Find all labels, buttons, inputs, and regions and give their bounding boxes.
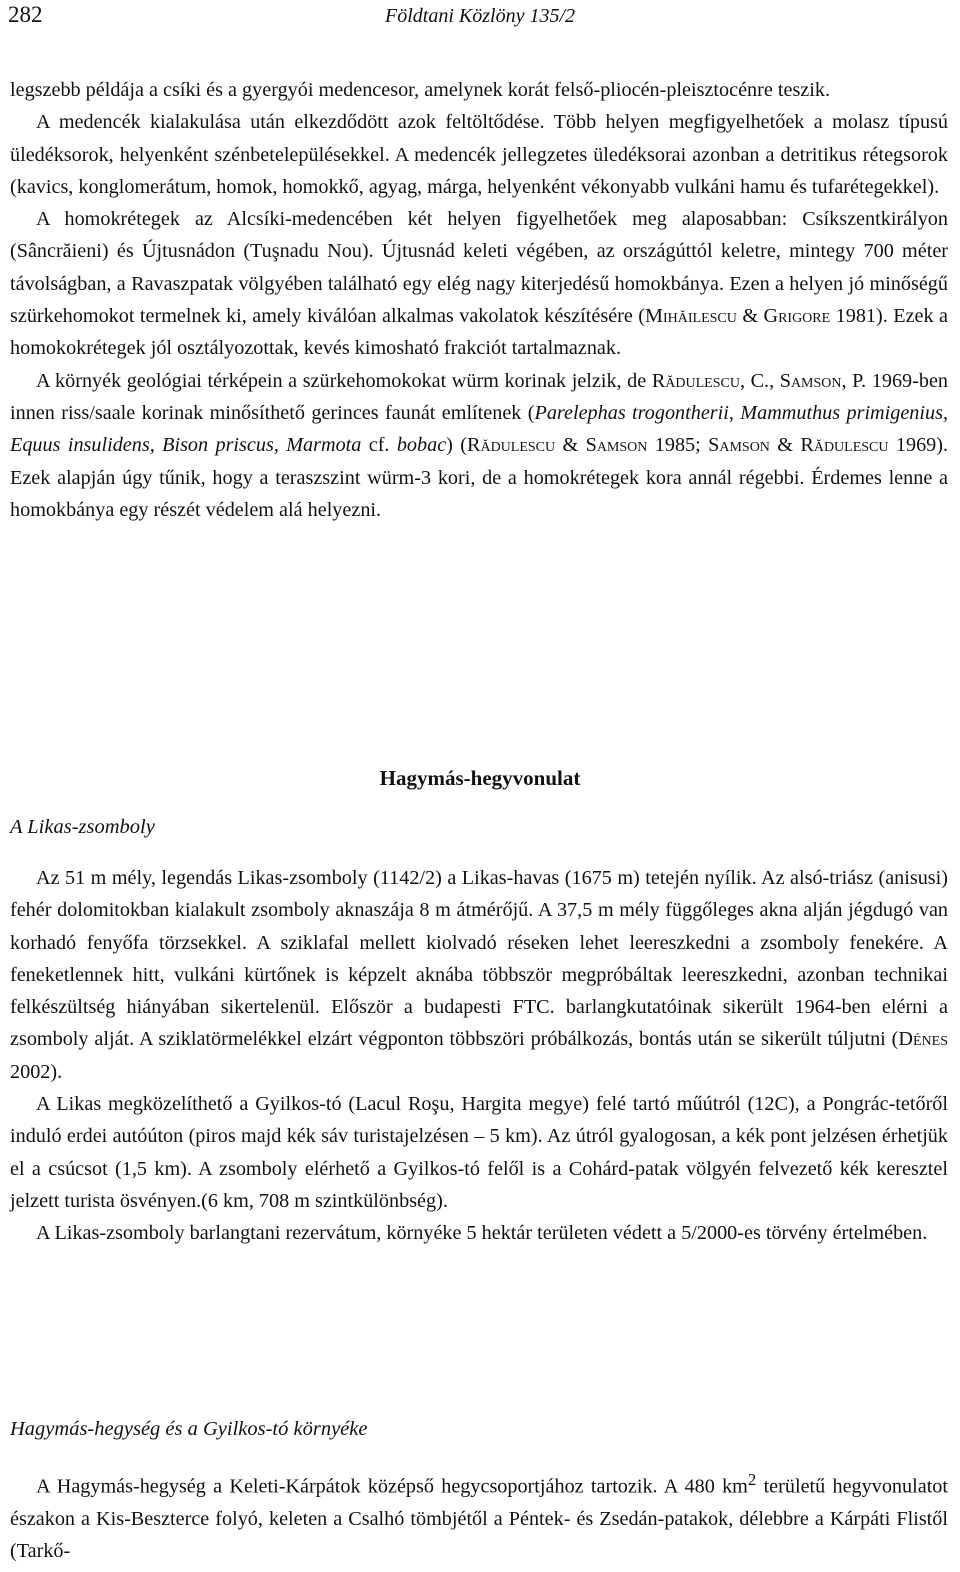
author-citation: Samson	[585, 434, 648, 457]
author-citation: Samson	[708, 434, 770, 457]
text-run: A környék geológiai térképein a szürkehomokokat würm korinak jelzik, de	[36, 369, 652, 392]
author-citation: Rădulescu	[467, 434, 556, 457]
text-run: A Hagymás-hegység a Keleti-Kárpátok középső hegycsoportjához tartozik. A 480 km	[36, 1475, 748, 1498]
paragraph	[10, 862, 948, 1088]
text-run: &	[555, 434, 586, 457]
author-citation: Rădulescu	[651, 369, 740, 392]
text-run: cf.	[361, 434, 397, 457]
journal-title: Földtani Közlöny 135/2	[385, 5, 575, 27]
subheading-hagymas: Hagymás-hegység és a Gyilkos-tó környéke	[10, 1418, 368, 1440]
text-run: 1981). Ezek a homokokrétegek jól osztályozottak, kevés kimosható frakciót tartalmaznak.	[10, 305, 948, 360]
text-run: &	[769, 434, 801, 457]
page-header	[8, 2, 952, 32]
text-run: 1969). Ezek alapján úgy tűnik, hogy a teraszszint würm-3 kori, de a homokrétegek kora annál régebbi. Érdemes lenne a homokbánya egy részét védelem alá helyezni.	[10, 434, 949, 521]
body-text-likas	[10, 862, 948, 1250]
paragraph	[10, 365, 948, 526]
paragraph: legszebb példája a csíki és a gyergyói medencesor, amelynek korát felső-pliocén-pleisztocénre teszik.	[10, 79, 831, 101]
section-heading: Hagymás-hegyvonulat	[379, 766, 581, 790]
text-run: Az 51 m mély, legendás Likas-zsomboly (1142/2) a Likas-havas (1675 m) tetején nyílik. Az alsó-triász (anisusi) fehér dolomitokban kialakult zsomboly aknaszája 8 m átmérőjű. A 37,5 m mély függőleges akna alján jégdugó van korhadó fenyőfa törzsekkel. A sziklafal mellett kiolvadó réseken lehet leereszkedni a zsomboly fenekére. A feneketlennek hitt, vulkáni kürtőnek is képzelt aknába többször megpróbáltak leereszkedni, azonban technikai felkészültség hiányában sikertelenül. Először a budapesti FTC. barlangkutatóinak sikerült 1964-ben elérni a zsomboly alját. A sziklatörmelékkel elzárt végponton többszöri próbálkozás, bontás után se sikerült túljutni (	[10, 867, 948, 1051]
page-number: 282	[8, 2, 43, 27]
subheading-likas-zsomboly: A Likas-zsomboly	[10, 816, 155, 838]
paragraph: A medencék kialakulása után elkezdődött azok feltöltődése. Több helyen megfigyelhetőek a molasz típusú üledéksorok, helyenként szénbetelepülésekkel. A medencék jellegzetes üledéksorai azonban a detritikus rétegsorok (kavics, konglomerátum, homok, homokkő, agyag, márga, helyenként vékonyabb vulkáni hamu és tufarétegekkel).	[10, 111, 948, 198]
paragraph	[10, 1464, 948, 1568]
text-run: , C.,	[739, 369, 780, 392]
text-run: , P. 1969-ben innen riss/saale korinak minősíthető gerinces faunát említenek (	[10, 369, 948, 424]
author-citation: Grigore	[763, 305, 831, 328]
paragraph: A Likas megközelíthető a Gyilkos-tó (Lacul Roşu, Hargita megye) felé tartó műútról (12C), a Pongrác-tetőről induló erdei autóúton (piros majd kék sáv turistajelzésen – 5 km). Az útról gyalogosan, a kék pont jelzésen érhetjük el a csúcsot (1,5 km). A zsomboly elérhető a Gyilkos-tó felől is a Cohárd-patak völgyén felvezető kék keresztel jelzett turista ösvényen.(6 km, 708 m szintkülönbség).	[10, 1093, 948, 1212]
species-name: bobac	[396, 434, 447, 457]
superscript: 2	[747, 1470, 757, 1489]
body-text-hagymas	[10, 1464, 948, 1568]
body-text-intro	[10, 74, 948, 526]
text-run: &	[736, 305, 764, 328]
species-names: Parelephas trogontherii, Mammuthus primigenius, Equus insulidens, Bison priscus, Marmota	[10, 401, 948, 457]
paragraph	[10, 203, 948, 364]
author-citation: Samson	[779, 369, 842, 392]
text-run: A homokrétegek az Alcsíki-medencében két helyen figyelhetőek meg alaposabban: Csíkszentkirályon (Sâncrăieni) és Újtusnádon (Tuşnadu Nou). Újtusnád keleti végében, az országúttól keletre, mintegy 700 méter távolságban, a Ravaszpatak völgyében található egy elég nagy kiterjedésű homokbánya. Ezen a helyen jó minőségű szürkehomokot termelnek ki, amely kiválóan alkalmas vakolatok készítésére (	[10, 208, 948, 328]
text-run: 2002).	[10, 1060, 63, 1083]
paragraph: A Likas-zsomboly barlangtani rezervátum, környéke 5 hektár területen védett a 5/2000-es törvény értelmében.	[36, 1222, 928, 1245]
text-run: 1985;	[647, 434, 709, 457]
text-run: területű hegyvonulatot északon a Kis-Beszterce folyó, keleten a Csalhó tömbjétől a Péntek- és Zsedán-patakok, délebbre a Kárpáti Flistől (Tarkő-	[10, 1475, 949, 1563]
author-citation: Mihăilescu	[645, 305, 737, 328]
text-run: ) (	[446, 434, 467, 457]
author-citation: Rădulescu	[800, 434, 889, 457]
author-citation: Dénes	[898, 1028, 948, 1051]
